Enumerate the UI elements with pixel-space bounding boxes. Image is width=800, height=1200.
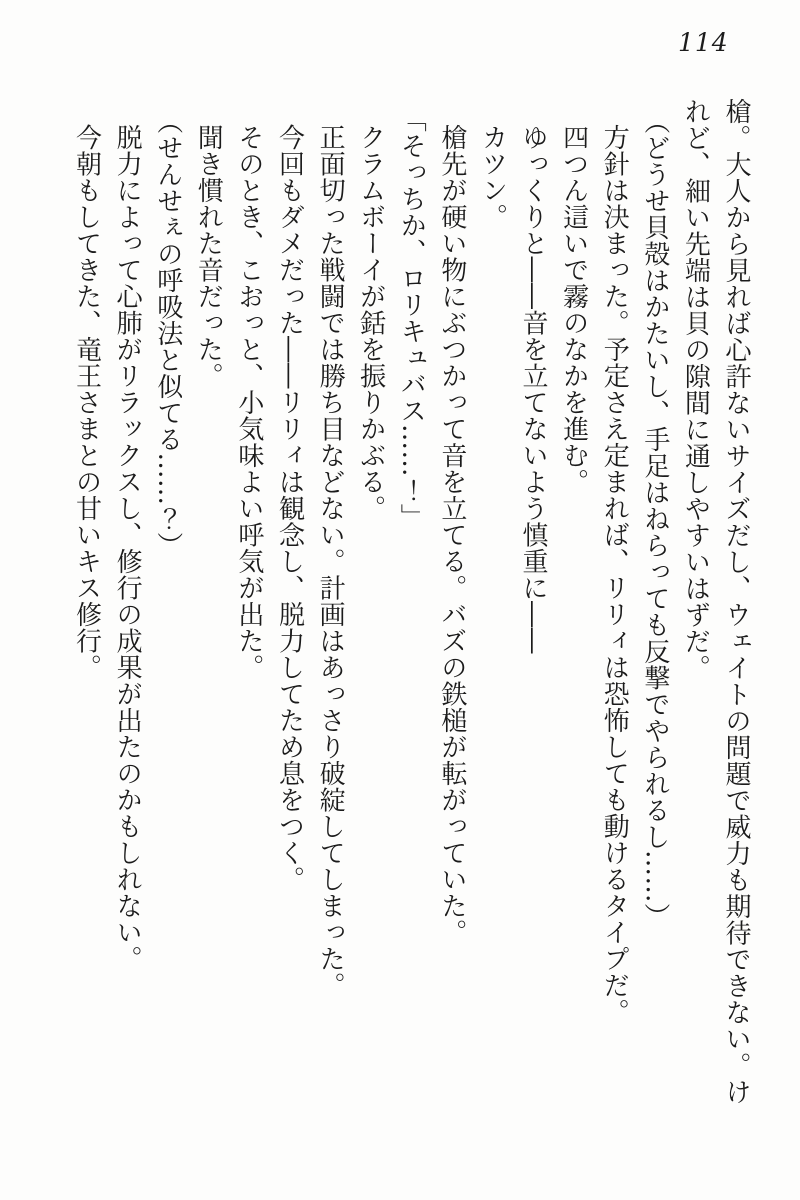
- text-line: クラムボーイが銛を振りかぶる。: [355, 124, 386, 522]
- text-line: （せんせぇの呼吸法と似てる……？）: [152, 108, 183, 559]
- text-line: そのとき、こおっと、小気味よい呼気が出た。: [233, 124, 264, 681]
- text-block: [66, 98, 756, 1108]
- text-line: 正面切った戦闘では勝ち目などない。計画はあっさり破綻してしまった。: [315, 124, 346, 999]
- text-line: 聞き慣れた音だった。: [193, 124, 224, 389]
- text-line: 今回もダメだった――リリィは観念し、脱力してため息をつく。: [274, 124, 305, 893]
- text-line: （どうせ貝殻はかたいし、手足はねらっても反撃でやられるし……）: [639, 108, 670, 930]
- text-line: 槍。大人から見れば心許ないサイズだし、ウェイトの問題で威力も期待できない。け: [721, 98, 751, 1105]
- text-line: ゆっくりと――音を立てないよう慎重に――: [518, 124, 549, 654]
- page-number: 114: [678, 28, 729, 57]
- text-line: 槍先が硬い物にぶつかって音を立てる。バズの鉄槌が転がっていた。: [436, 124, 467, 946]
- text-line: 脱力によって心肺がリラックスし、修行の成果が出たのかもしれない。: [112, 124, 143, 972]
- text-line: 「そっちか、ロリキュバス……！」: [396, 105, 427, 530]
- text-line: れど、細い先端は貝の隙間に通しやすいはずだ。: [680, 98, 711, 681]
- text-line: 今朝もしてきた、竜王さまとの甘いキス修行。: [71, 124, 102, 681]
- text-line: 方針は決まった。予定さえ定まれば、リリィは恐怖しても動けるタイプだ。: [599, 124, 630, 1025]
- text-line: カツン。: [477, 124, 508, 230]
- text-line: 四つん這いで霧のなかを進む。: [558, 124, 589, 495]
